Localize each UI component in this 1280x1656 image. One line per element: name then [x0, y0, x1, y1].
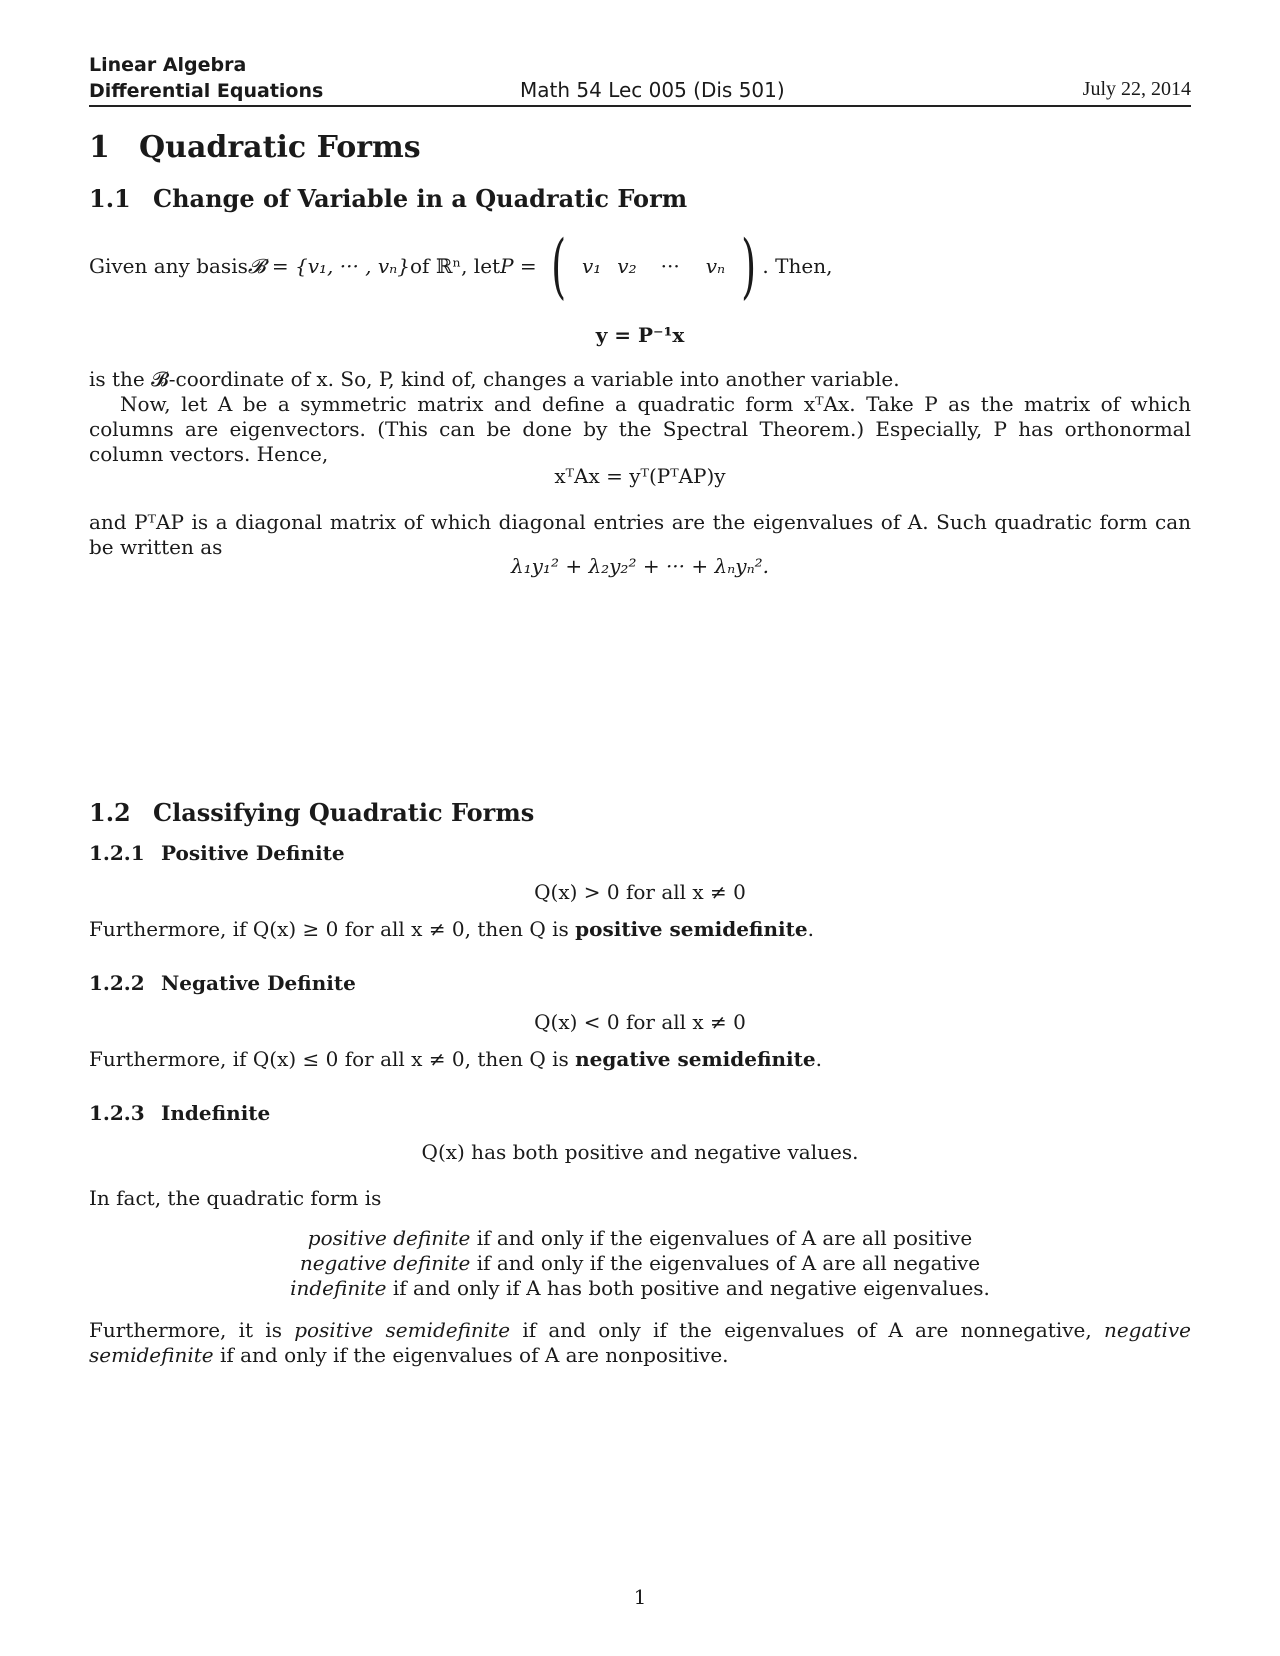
case-rest: if and only if the eigenvalues of A are all negative: [470, 1251, 981, 1275]
page-number: 1: [633, 1585, 647, 1609]
nd-title: Negative Definite: [161, 971, 356, 995]
paragraph-coordinate: is the 𝓑-coordinate of x. So, P, kind of, changes a variable into another variable.: [89, 367, 900, 391]
ind-condition: Q(x) has both positive and negative values.: [421, 1140, 859, 1164]
equation-eigen-sum: λ₁y₁² + λ₂y₂² + ··· + λₙyₙ².: [510, 554, 770, 578]
paragraph-symmetric: Now, let A be a symmetric matrix and define a quadratic form xᵀAx. Take P as the matrix of which columns are eigenvectors. (This can be done by the Spectral Theorem.) Especially, P has orthonormal column vectors. Hence,: [89, 392, 1191, 466]
pd-number: 1.2.1: [89, 841, 145, 865]
pd-condition: Q(x) > 0 for all x ≠ 0: [534, 880, 746, 904]
subsection-title-classify: Classifying Quadratic Forms: [153, 798, 535, 827]
pd-note-term: positive semidefinite: [575, 917, 808, 941]
pd-note: [89, 917, 814, 941]
heading-positive-definite: [89, 841, 345, 865]
subsection-number: 1.1: [89, 184, 131, 213]
subsection-number-classify: 1.2: [89, 798, 131, 827]
case-rest: if and only if A has both positive and negative eigenvalues.: [386, 1276, 990, 1300]
nd-note-prefix: Furthermore, if Q(x) ≤ 0 for all x ≠ 0, then Q is: [89, 1047, 576, 1071]
matrix-col-dots: ···: [660, 254, 680, 278]
final-c: if and only if the eigenvalues of A are nonpositive.: [213, 1343, 729, 1367]
final-a: Furthermore, it is: [89, 1318, 295, 1342]
case-positive: [0, 1226, 1280, 1251]
subsection-title: Change of Variable in a Quadratic Form: [153, 184, 688, 213]
ind-title: Indefinite: [161, 1101, 271, 1125]
paragraph-diagonal: and PᵀAP is a diagonal matrix of which diagonal entries are the eigenvalues of A. Such quadratic form can be written as: [89, 510, 1191, 559]
section-title: Quadratic Forms: [139, 130, 421, 165]
subsection-heading: [89, 184, 687, 213]
case-term: positive definite: [307, 1226, 471, 1250]
final-term-negative: negative semidefinite: [89, 1318, 1191, 1367]
subsection-heading-classify: [89, 798, 534, 827]
p-equals: P =: [500, 254, 537, 278]
header-course-subjects: [89, 52, 323, 104]
section-number: 1: [89, 130, 110, 165]
header-rule: [89, 105, 1191, 107]
heading-negative-definite: [89, 971, 356, 995]
header-line2: Differential Equations: [89, 80, 324, 102]
case-term: indefinite: [290, 1276, 387, 1300]
infact-sentence: In fact, the quadratic form is: [89, 1186, 382, 1210]
classification-cases: [0, 1226, 1280, 1301]
matrix-col-1: v₁: [581, 254, 602, 278]
equation-coordinate-change: y = P⁻¹x: [595, 323, 685, 347]
final-term-positive: positive semidefinite: [294, 1318, 511, 1342]
pd-note-prefix: Furthermore, if Q(x) ≥ 0 for all x ≠ 0, then Q is: [89, 917, 576, 941]
left-paren: (: [550, 225, 566, 307]
nd-number: 1.2.2: [89, 971, 145, 995]
equation-quadratic-change: xᵀAx = yᵀ(PᵀAP)y: [554, 464, 726, 488]
intro-prefix: Given any basis: [89, 254, 248, 278]
nd-note: [89, 1047, 822, 1071]
header-date: July 22, 2014: [1082, 78, 1191, 100]
pd-title: Positive Definite: [161, 841, 345, 865]
final-b: if and only if the eigenvalues of A are nonnegative,: [510, 1318, 1104, 1342]
nd-condition: Q(x) < 0 for all x ≠ 0: [534, 1010, 746, 1034]
header-line1: Linear Algebra: [89, 54, 247, 76]
case-negative: [0, 1251, 1280, 1276]
intro-mid: of ℝⁿ, let: [410, 254, 501, 278]
right-paren: ): [741, 225, 757, 307]
header-course: Math 54 Lec 005 (Dis 501): [520, 78, 785, 102]
case-term: negative definite: [299, 1251, 471, 1275]
matrix-col-n: vₙ: [705, 254, 726, 278]
nd-note-term: negative semidefinite: [575, 1047, 816, 1071]
basis-definition: [89, 225, 833, 307]
intro-suffix: . Then,: [762, 254, 833, 278]
section-heading: [89, 130, 421, 165]
basis-expression: 𝓑 = {v₁, ··· , vₙ}: [247, 254, 411, 278]
ind-number: 1.2.3: [89, 1101, 145, 1125]
case-indefinite: [0, 1276, 1280, 1301]
pd-note-suffix: .: [807, 917, 814, 941]
case-rest: if and only if the eigenvalues of A are all positive: [470, 1226, 973, 1250]
heading-indefinite: [89, 1101, 270, 1125]
paragraph-semidefinite: [89, 1318, 1191, 1368]
nd-note-suffix: .: [815, 1047, 822, 1071]
matrix-col-2: v₂: [617, 254, 637, 278]
